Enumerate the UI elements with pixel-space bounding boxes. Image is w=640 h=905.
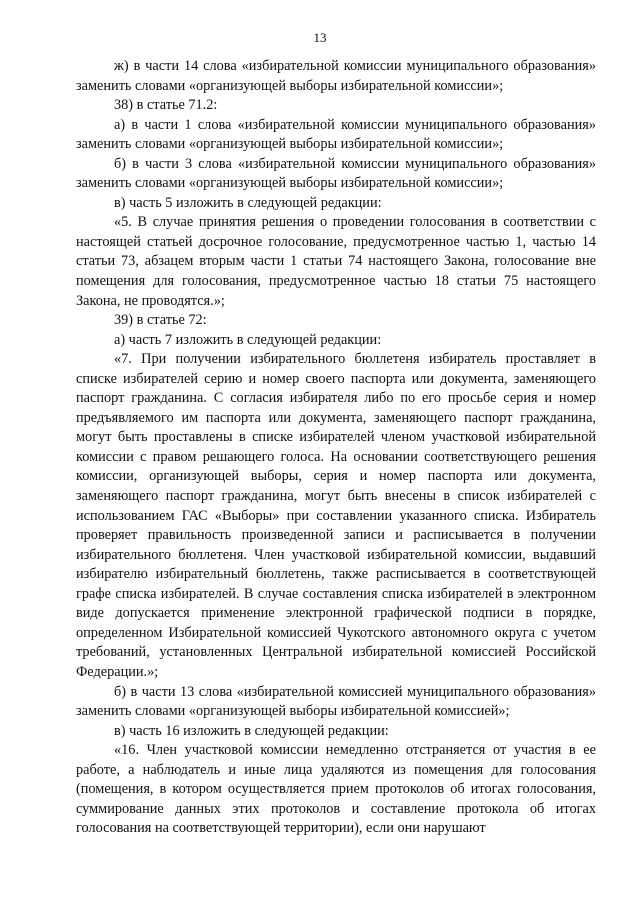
paragraph-a-part-1: а) в части 1 слова «избирательной комиссии муниципального образования» заменить словами «организующей выборы избирательной комиссии»; <box>76 116 596 153</box>
paragraph-b-part-13: б) в части 13 слова «избирательной комиссией муниципального образования» заменить словами «организующей выборы избирательной комиссией»; <box>76 683 596 720</box>
paragraph-part-16-text: «16. Член участковой комиссии немедленно отстраняется от участия в ее работе, а наблюдатель и иные лица удаляются из помещения для голосования (помещения, в котором осуществляется прием протоколов об итогах голосования, суммирование данных этих протоколов и составление протокола об итогах голосования на соответствующей территории), если они нарушают <box>76 742 596 837</box>
paragraph-b-part-3: б) в части 3 слова «избирательной комиссии муниципального образования» заменить словами «организующей выборы избирательной комиссии»; <box>76 155 596 192</box>
paragraph-a-part-7-intro: а) часть 7 изложить в следующей редакции: <box>114 331 382 348</box>
page-number: 13 <box>313 30 327 45</box>
paragraph-v-part-5-intro: в) часть 5 изложить в следующей редакции: <box>114 194 382 211</box>
paragraph-v-part-16-intro: в) часть 16 изложить в следующей редакции: <box>114 722 389 739</box>
document-body <box>76 57 596 839</box>
paragraph-zh-part-14: ж) в части 14 слова «избирательной комиссии муниципального образования» заменить словами «организующей выборы избирательной комиссии»; <box>76 58 596 94</box>
paragraph-part-7-text: «7. При получении избирательного бюллетеня избиратель проставляет в списке избирателей серию и номер своего паспорта или документа, заменяющего паспорт гражданина. С согласия избирателя либо по его просьбе серия и номер предъявляемого им паспорта или документа, заменяющего паспорт гражданина, могут быть проставлены в списке избирателей членом участковой избирательной комиссии с правом решающего голоса. На основании соответствующего решения комиссии, организующей выборы, серия и номер паспорта или документа, заменяющего паспорт гражданина, могут быть внесены в список избирателей с использованием ГАС «Выборы» при составлении указанного списка. Избиратель проверяет правильность произведенной записи и расписывается в получении избирательного бюллетеня. Член участковой избирательной комиссии, выдавший избирателю избирательный бюллетень, также расписывается в соответствующей графе списка избирателей. В случае составления списка избирателей в электронном виде допускается применение электронной графической подписи в порядке, определенном Избирательной комиссией Чукотского автономного округа с учетом требований, установленных Центральной избирательной комиссией Российской Федерации.»; <box>76 351 596 680</box>
paragraph-part-5-text: «5. В случае принятия решения о проведении голосования в соответствии с настоящей статьей досрочное голосование, предусмотренное частью 1, частью 14 статьи 73, абзацем вторым части 1 статьи 74 настоящего Закона, голосование вне помещения для голосования, предусмотренное частью 18 статьи 75 настоящего Закона, не проводятся.»; <box>76 214 596 309</box>
paragraph-item-38-heading: 38) в статье 71.2: <box>114 97 218 114</box>
paragraph-item-39-heading: 39) в статье 72: <box>114 312 207 329</box>
